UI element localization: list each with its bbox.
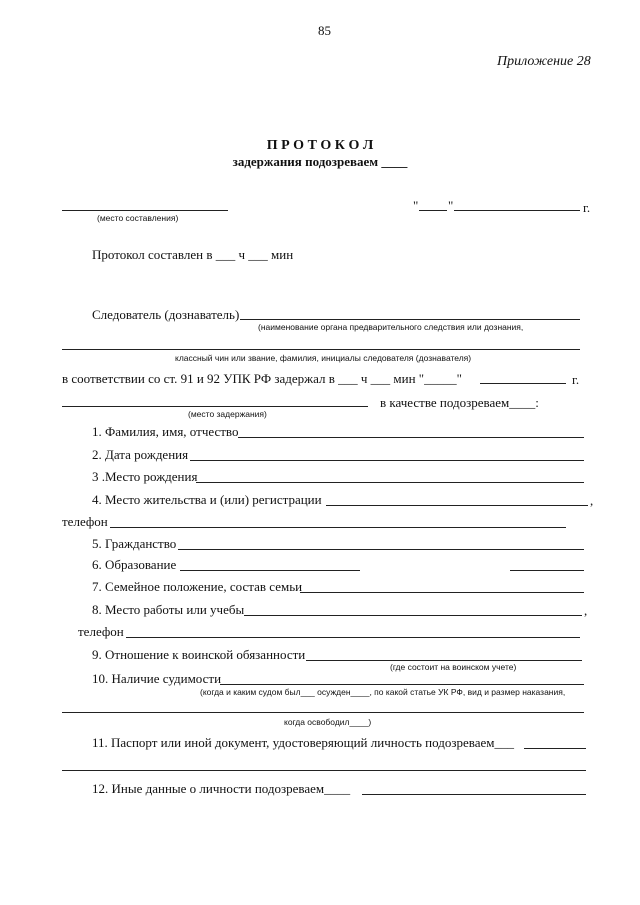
military-caption: (где состоит на воинском учете) (390, 662, 517, 672)
military-line[interactable] (306, 660, 582, 661)
field-label-full-name: 1. Фамилия, имя, отчество (92, 424, 239, 439)
education-line-1[interactable] (180, 570, 360, 571)
phone-2-line[interactable] (126, 637, 580, 638)
investigator-caption: (наименование органа предварительного следствия или дознания, (258, 322, 524, 332)
date-day-line[interactable] (419, 210, 447, 211)
document-subtitle: задержания подозреваем ____ (232, 154, 408, 169)
rank-caption: классный чин или звание, фамилия, инициалы следователя (дознавателя) (175, 353, 472, 363)
other-data-line[interactable] (362, 794, 586, 795)
birth-place-line[interactable] (196, 482, 584, 483)
passport-line-2[interactable] (62, 770, 586, 771)
field-label-education: 6. Образование (92, 557, 177, 572)
criminal-record-line-2[interactable] (62, 712, 584, 713)
residence-line[interactable] (326, 505, 588, 506)
workplace-comma: , (584, 603, 588, 618)
place-field-line[interactable] (62, 210, 228, 211)
composed-at-text: Протокол составлен в ___ ч ___ мин (92, 247, 294, 262)
birth-date-line[interactable] (190, 460, 584, 461)
field-label-birth-place: 3 .Место рождения (92, 469, 198, 484)
date-quote-left: " (413, 198, 419, 213)
field-label-criminal-record: 10. Наличие судимости (92, 671, 222, 686)
date-month-line[interactable] (454, 210, 580, 211)
field-label-other-data: 12. Иные данные о личности подозреваем____ (92, 781, 351, 796)
document-title: П Р О Т О К О Л (266, 138, 374, 153)
field-label-military: 9. Отношение к воинской обязанности (92, 647, 306, 662)
residence-comma: , (590, 493, 594, 508)
detained-year-suffix: г. (572, 372, 580, 387)
field-label-birth-date: 2. Дата рождения (92, 447, 189, 462)
date-quote-right: " (448, 198, 454, 213)
criminal-record-line[interactable] (220, 684, 584, 685)
full-name-line[interactable] (238, 437, 584, 438)
investigator-field-line[interactable] (240, 319, 580, 320)
rank-field-line[interactable] (62, 349, 580, 350)
detained-month-line[interactable] (480, 383, 566, 384)
phone-1-line[interactable] (110, 527, 566, 528)
field-label-passport: 11. Паспорт или иной документ, удостоверяющий личность подозреваем___ (92, 735, 514, 750)
field-label-workplace: 8. Место работы или учебы (92, 602, 245, 617)
field-label-citizenship: 5. Гражданство (92, 536, 177, 551)
passport-line-1[interactable] (524, 748, 586, 749)
field-label-residence: 4. Место жительства и (или) регистрации (92, 492, 322, 507)
year-suffix: г. (583, 200, 591, 215)
detention-place-caption: (место задержания) (188, 409, 267, 419)
appendix-label: Приложение 28 (497, 54, 591, 69)
citizenship-line[interactable] (178, 549, 584, 550)
field-label-phone-1: телефон (62, 514, 108, 529)
workplace-line[interactable] (244, 615, 582, 616)
field-label-family: 7. Семейное положение, состав семьи (92, 579, 303, 594)
criminal-record-caption: (когда и каким судом был___ осужден____, по какой статье УК РФ, вид и размер наказания, (200, 687, 566, 697)
criminal-record-caption-2: когда освободил____) (284, 717, 372, 727)
detention-place-line[interactable] (62, 406, 368, 407)
as-suspect-text: в качестве подозреваем____: (380, 395, 539, 410)
investigator-label: Следователь (дознаватель) (92, 307, 240, 322)
field-label-phone-2: телефон (78, 624, 124, 639)
place-caption: (место составления) (97, 213, 179, 223)
education-line-2[interactable] (510, 570, 584, 571)
detained-text: в соответствии со ст. 91 и 92 УПК РФ задержал в ___ ч ___ мин "_____" (62, 371, 462, 386)
page-number: 85 (318, 23, 331, 38)
family-line[interactable] (300, 592, 584, 593)
